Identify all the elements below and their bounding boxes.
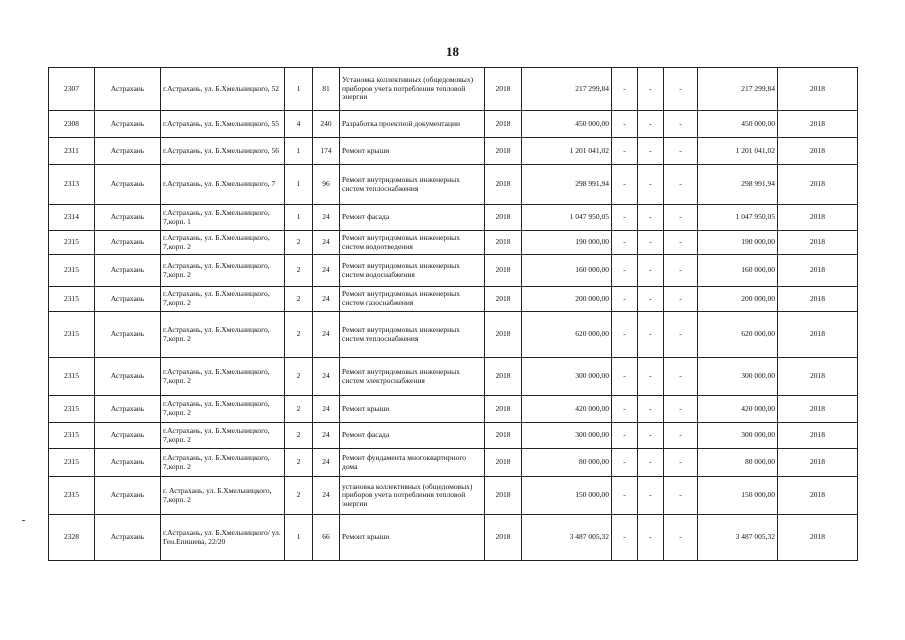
cell-year2: 2018 [778,423,858,449]
cell-address: г.Астрахань, ул. Б.Хмельницкого, 52 [161,68,285,111]
table-row [49,165,858,205]
cell-city: Астрахань [95,287,161,312]
cell-d3: - [664,423,698,449]
page-number: 18 [446,44,459,59]
cell-total: 300 000,00 [522,358,612,396]
cell-d1: - [612,423,638,449]
cell-year: 2018 [485,396,522,423]
cell-num: 2307 [49,68,95,111]
table-row [49,231,858,255]
cell-work: Ремонт крыши [340,138,485,165]
cell-address: г.Астрахань, ул. Б.Хмельницкого, 7,корп. 2 [161,423,285,449]
cell-sum: 298 991,94 [698,165,778,205]
cell-a: 2 [285,255,313,287]
cell-year2: 2018 [778,515,858,561]
cell-d3: - [664,205,698,231]
cell-city: Астрахань [95,358,161,396]
cell-city: Астрахань [95,477,161,515]
cell-total: 300 000,00 [522,423,612,449]
cell-b: 24 [313,255,340,287]
cell-year2: 2018 [778,165,858,205]
cell-a: 2 [285,477,313,515]
cell-d1: - [612,165,638,205]
cell-year: 2018 [485,205,522,231]
cell-year: 2018 [485,477,522,515]
cell-address: г. Астрахань, ул. Б.Хмельницкого, 7,корп. 2 [161,477,285,515]
cell-city: Астрахань [95,255,161,287]
cell-d1: - [612,138,638,165]
cell-d1: - [612,515,638,561]
cell-sum: 420 000,00 [698,396,778,423]
cell-a: 2 [285,312,313,358]
cell-num: 2308 [49,111,95,138]
cell-b: 24 [313,312,340,358]
cell-d1: - [612,396,638,423]
cell-num: 2328 [49,515,95,561]
cell-d3: - [664,111,698,138]
cell-d3: - [664,515,698,561]
cell-sum: 3 487 005,32 [698,515,778,561]
cell-num: 2314 [49,205,95,231]
cell-year: 2018 [485,111,522,138]
cell-num: 2315 [49,449,95,477]
cell-address: г.Астрахань, ул. Б.Хмельницкого, 7,корп. 2 [161,231,285,255]
cell-a: 1 [285,138,313,165]
cell-year2: 2018 [778,231,858,255]
margin-mark [22,520,25,521]
cell-d2: - [638,449,664,477]
cell-work: Ремонт фундамента многоквартирного дома [340,449,485,477]
cell-sum: 450 000,00 [698,111,778,138]
cell-address: г.Астрахань, ул. Б.Хмельницкого, 56 [161,138,285,165]
cell-sum: 150 000,00 [698,477,778,515]
cell-year: 2018 [485,515,522,561]
cell-sum: 80 000,00 [698,449,778,477]
cell-year: 2018 [485,449,522,477]
cell-d3: - [664,396,698,423]
table-row [49,111,858,138]
cell-num: 2315 [49,396,95,423]
cell-d3: - [664,68,698,111]
cell-d2: - [638,423,664,449]
cell-a: 1 [285,68,313,111]
cell-address: г.Астрахань, ул. Б.Хмельницкого, 7,корп. 2 [161,358,285,396]
cell-city: Астрахань [95,205,161,231]
cell-sum: 1 201 041,02 [698,138,778,165]
cell-address: г.Астрахань, ул. Б.Хмельницкого/ ул. Ген.Епишева, 22/20 [161,515,285,561]
cell-d2: - [638,477,664,515]
cell-work: Ремонт внутридомовых инженерных систем водоотведения [340,231,485,255]
cell-work: установка коллективных (общедомовых) приборов учета потребления тепловой энергии [340,477,485,515]
cell-city: Астрахань [95,165,161,205]
cell-num: 2315 [49,423,95,449]
cell-year2: 2018 [778,477,858,515]
table-row [49,396,858,423]
cell-d2: - [638,312,664,358]
cell-d2: - [638,205,664,231]
cell-d3: - [664,449,698,477]
cell-d3: - [664,255,698,287]
cell-address: г.Астрахань, ул. Б.Хмельницкого, 7,корп. 2 [161,449,285,477]
cell-d1: - [612,111,638,138]
cell-year: 2018 [485,231,522,255]
cell-year: 2018 [485,138,522,165]
cell-year2: 2018 [778,358,858,396]
cell-a: 4 [285,111,313,138]
cell-work: Ремонт фасада [340,423,485,449]
cell-year: 2018 [485,255,522,287]
cell-total: 190 000,00 [522,231,612,255]
cell-b: 24 [313,477,340,515]
cell-a: 1 [285,205,313,231]
table-row [49,205,858,231]
cell-total: 200 000,00 [522,287,612,312]
cell-num: 2315 [49,255,95,287]
cell-address: г.Астрахань, ул. Б.Хмельницкого, 7,корп. 2 [161,396,285,423]
capital-repair-table [48,67,858,561]
cell-total: 1 047 950,05 [522,205,612,231]
cell-b: 24 [313,358,340,396]
cell-total: 80 000,00 [522,449,612,477]
cell-num: 2315 [49,231,95,255]
cell-work: Ремонт внутридомовых инженерных систем газоснабжения [340,287,485,312]
table-row [49,423,858,449]
cell-year: 2018 [485,165,522,205]
cell-a: 2 [285,396,313,423]
cell-city: Астрахань [95,396,161,423]
cell-b: 240 [313,111,340,138]
cell-d3: - [664,165,698,205]
cell-work: Ремонт внутридомовых инженерных систем теплоснабжения [340,312,485,358]
cell-total: 450 000,00 [522,111,612,138]
cell-address: г.Астрахань, ул. Б.Хмельницкого, 7,корп. 2 [161,255,285,287]
cell-city: Астрахань [95,423,161,449]
cell-d1: - [612,255,638,287]
cell-address: г.Астрахань, ул. Б.Хмельницкого, 7,корп. 1 [161,205,285,231]
cell-d3: - [664,477,698,515]
cell-sum: 1 047 950,05 [698,205,778,231]
cell-a: 2 [285,287,313,312]
table-row [49,312,858,358]
cell-b: 24 [313,287,340,312]
cell-year: 2018 [485,423,522,449]
cell-year2: 2018 [778,312,858,358]
cell-d2: - [638,111,664,138]
cell-work: Ремонт внутридомовых инженерных систем водоснабжения [340,255,485,287]
cell-total: 298 991,94 [522,165,612,205]
cell-year: 2018 [485,312,522,358]
cell-city: Астрахань [95,231,161,255]
cell-d1: - [612,312,638,358]
cell-sum: 300 000,00 [698,423,778,449]
cell-work: Ремонт внутридомовых инженерных систем теплоснабжения [340,165,485,205]
table-row [49,358,858,396]
cell-num: 2315 [49,477,95,515]
cell-work: Ремонт крыши [340,515,485,561]
cell-a: 2 [285,449,313,477]
cell-sum: 190 000,00 [698,231,778,255]
cell-b: 24 [313,423,340,449]
cell-d2: - [638,231,664,255]
cell-d1: - [612,68,638,111]
cell-address: г.Астрахань, ул. Б.Хмельницкого, 7 [161,165,285,205]
cell-year2: 2018 [778,111,858,138]
cell-year: 2018 [485,287,522,312]
table-row [49,138,858,165]
table-row [49,477,858,515]
cell-total: 217 299,84 [522,68,612,111]
cell-a: 2 [285,423,313,449]
cell-a: 2 [285,231,313,255]
cell-num: 2315 [49,358,95,396]
cell-d3: - [664,231,698,255]
cell-d2: - [638,396,664,423]
cell-total: 160 000,00 [522,255,612,287]
cell-city: Астрахань [95,111,161,138]
cell-d2: - [638,138,664,165]
cell-a: 2 [285,358,313,396]
cell-a: 1 [285,165,313,205]
cell-d1: - [612,231,638,255]
cell-city: Астрахань [95,68,161,111]
cell-year2: 2018 [778,449,858,477]
cell-year: 2018 [485,68,522,111]
cell-city: Астрахань [95,312,161,358]
cell-sum: 300 000,00 [698,358,778,396]
cell-work: Установка коллективных (общедомовых) приборов учета потребления тепловой энергии [340,68,485,111]
cell-d1: - [612,477,638,515]
table-row [49,515,858,561]
cell-b: 24 [313,449,340,477]
cell-d2: - [638,287,664,312]
cell-d3: - [664,358,698,396]
cell-year2: 2018 [778,287,858,312]
cell-a: 1 [285,515,313,561]
cell-work: Разработка проектной документации [340,111,485,138]
table-row [49,449,858,477]
cell-work: Ремонт фасада [340,205,485,231]
cell-year2: 2018 [778,138,858,165]
cell-city: Астрахань [95,138,161,165]
cell-d2: - [638,165,664,205]
cell-b: 174 [313,138,340,165]
cell-d1: - [612,358,638,396]
cell-city: Астрахань [95,449,161,477]
table-row [49,68,858,111]
table-row [49,255,858,287]
cell-sum: 620 000,00 [698,312,778,358]
cell-d3: - [664,287,698,312]
cell-work: Ремонт внутридомовых инженерных систем электроснабжения [340,358,485,396]
cell-b: 96 [313,165,340,205]
cell-b: 24 [313,396,340,423]
cell-address: г.Астрахань, ул. Б.Хмельницкого, 55 [161,111,285,138]
cell-year2: 2018 [778,396,858,423]
cell-d1: - [612,449,638,477]
cell-total: 1 201 041,02 [522,138,612,165]
cell-num: 2311 [49,138,95,165]
cell-city: Астрахань [95,515,161,561]
cell-address: г.Астрахань, ул. Б.Хмельницкого, 7,корп. 2 [161,287,285,312]
cell-total: 420 000,00 [522,396,612,423]
cell-d2: - [638,358,664,396]
cell-num: 2315 [49,287,95,312]
cell-b: 24 [313,231,340,255]
cell-num: 2313 [49,165,95,205]
table-row [49,287,858,312]
cell-total: 620 000,00 [522,312,612,358]
cell-sum: 200 000,00 [698,287,778,312]
cell-work: Ремонт крыши [340,396,485,423]
cell-total: 3 487 005,32 [522,515,612,561]
cell-sum: 160 000,00 [698,255,778,287]
cell-d2: - [638,68,664,111]
cell-d2: - [638,515,664,561]
cell-year2: 2018 [778,68,858,111]
cell-year2: 2018 [778,205,858,231]
cell-year2: 2018 [778,255,858,287]
cell-address: г.Астрахань, ул. Б.Хмельницкого, 7,корп. 2 [161,312,285,358]
cell-d3: - [664,138,698,165]
cell-d1: - [612,205,638,231]
cell-num: 2315 [49,312,95,358]
cell-d2: - [638,255,664,287]
cell-b: 24 [313,205,340,231]
cell-d1: - [612,287,638,312]
cell-b: 81 [313,68,340,111]
cell-d3: - [664,312,698,358]
cell-sum: 217 299,84 [698,68,778,111]
cell-b: 66 [313,515,340,561]
cell-year: 2018 [485,358,522,396]
cell-total: 150 000,00 [522,477,612,515]
